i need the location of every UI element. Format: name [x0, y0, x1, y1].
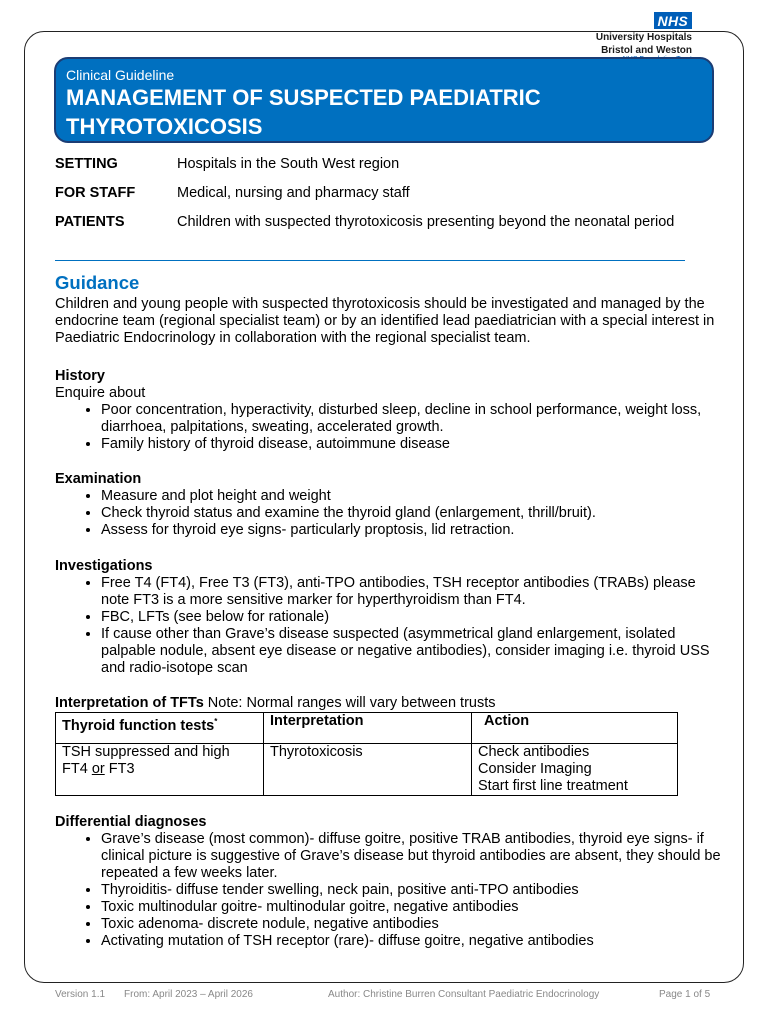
page-title-line-2: THYROTOXICOSIS [66, 114, 263, 139]
list-item: • Thyroiditis- diffuse tender swelling, neck pain, positive anti-TPO antibodies [101, 882, 725, 899]
section-heading: History [55, 368, 105, 384]
list-item: • Free T4 (FT4), Free T3 (FT3), anti-TPO antibodies, TSH receptor antibodies (TRABs) please note FT3 is a more sensitive marker for hyperthyroidism than FT4. [101, 575, 725, 609]
table-row [56, 744, 678, 796]
list-item: • Check thyroid status and examine the thyroid gland (enlargement, thrill/bruit). [101, 505, 725, 522]
table-cell-interpretation: Thyrotoxicosis [264, 744, 472, 796]
guidance-heading: Guidance [55, 272, 140, 293]
investigations-list [55, 575, 725, 677]
page-title-line-1: MANAGEMENT OF SUSPECTED PAEDIATRIC [66, 85, 541, 110]
footer-page: Page 1 of 5 [659, 989, 711, 1000]
history-section [55, 368, 725, 453]
differential-section [55, 814, 725, 950]
divider [55, 260, 685, 261]
history-list [55, 402, 725, 453]
examination-list [55, 488, 725, 539]
section-heading: Differential diagnoses [55, 814, 207, 830]
list-item: • FBC, LFTs (see below for rationale) [101, 609, 725, 626]
footer-author: Author: Christine Burren Consultant Paediatric Endocrinology [328, 989, 600, 1000]
tfts-heading [55, 695, 725, 712]
list-item: • Poor concentration, hyperactivity, disturbed sleep, decline in school performance, weight loss, diarrhoea, palpitations, sweating, accelerated growth. [101, 402, 725, 436]
list-item: • Measure and plot height and weight [101, 488, 725, 505]
column-header: Action [472, 713, 678, 744]
meta-label: FOR STAFF [55, 185, 136, 201]
meta-value: Hospitals in the South West region [177, 156, 400, 172]
section-heading: Investigations [55, 558, 153, 574]
footer-version: Version 1.1 [55, 989, 106, 1000]
list-item: • Assess for thyroid eye signs- particularly proptosis, lid retraction. [101, 522, 725, 539]
list-item: • Grave’s disease (most common)- diffuse goitre, positive TRAB antibodies, thyroid eye signs- if clinical picture is suggestive of Grave’s disease but thyroid antibodies are absent, they should be repeated a few weeks later. [101, 831, 725, 882]
meta-label: PATIENTS [55, 214, 125, 230]
history-lead: Enquire about [55, 385, 146, 401]
table-cell-action: Check antibodies Consider Imaging Start first line treatment [472, 744, 678, 796]
guidance-intro: Children and young people with suspected thyrotoxicosis should be investigated and managed by the endocrine team (regional specialist team) or by an identified lead paediatrician with a special interest in Paediatric Endocrinology in collaboration with the regional specialist team. [55, 296, 715, 346]
nhs-badge: NHS [654, 12, 692, 29]
document-type: Clinical Guideline [66, 67, 175, 83]
section-heading: Interpretation of TFTs [55, 695, 204, 711]
column-header: Thyroid function tests* [56, 713, 264, 744]
footer-dates: From: April 2023 – April 2026 [124, 989, 253, 1000]
differential-list [55, 831, 725, 950]
list-item: • Toxic multinodular goitre- multinodular goitre, negative antibodies [101, 899, 725, 916]
table-cell-tests: TSH suppressed and high FT4 or FT3 [56, 744, 264, 796]
meta-value: Children with suspected thyrotoxicosis presenting beyond the neonatal period [177, 214, 675, 230]
column-header: Interpretation [264, 713, 472, 744]
list-item: • If cause other than Grave’s disease suspected (asymmetrical gland enlargement, isolated palpable nodule, absent eye disease or negative antibodies), consider imaging i.e. thyroid USS and radio-isotope scan [101, 626, 725, 677]
list-item: • Toxic adenoma- discrete nodule, negative antibodies [101, 916, 725, 933]
table-header-row [56, 713, 678, 744]
investigations-section [55, 558, 725, 677]
list-item: • Family history of thyroid disease, autoimmune disease [101, 436, 725, 453]
logo-line-2: Bristol and Weston [601, 45, 692, 56]
meta-value: Medical, nursing and pharmacy staff [177, 185, 410, 201]
tfts-note: Note: Normal ranges will vary between trusts [203, 695, 496, 711]
meta-label: SETTING [55, 156, 118, 172]
logo-line-1: University Hospitals [595, 32, 692, 43]
section-heading: Examination [55, 471, 142, 487]
examination-section [55, 471, 725, 539]
list-item: • Activating mutation of TSH receptor (rare)- diffuse goitre, negative antibodies [101, 933, 725, 950]
tft-table [55, 712, 678, 796]
title-banner [54, 57, 714, 143]
